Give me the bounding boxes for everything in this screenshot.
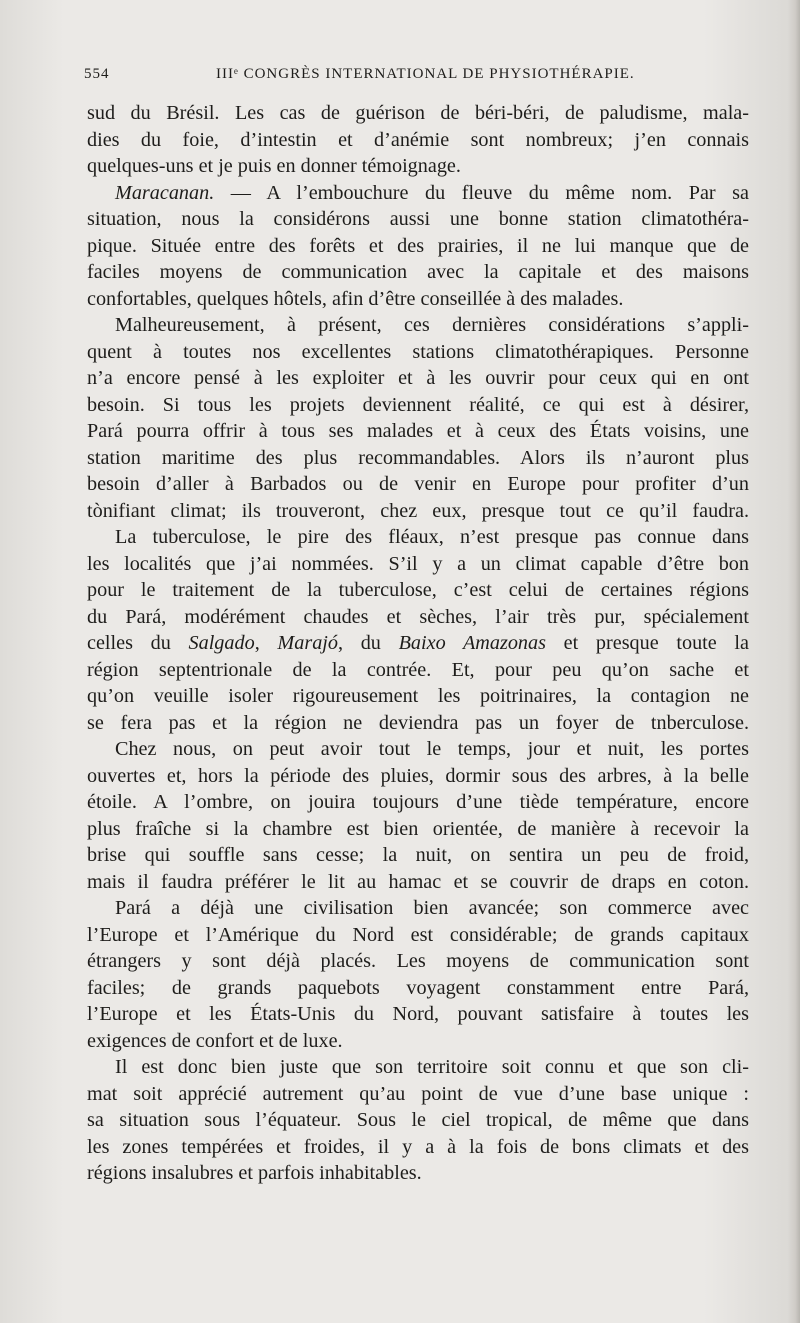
- place-name-salgado: Salgado: [188, 632, 255, 654]
- text-line: plus fraîche si la chambre est bien orientée, de manière à recevoir la: [87, 817, 749, 840]
- text-line: faciles moyens de communication avec la capitale et des maisons: [87, 261, 749, 283]
- text-line: ouvertes et, hors la période des pluies, dormir sous des arbres, à la belle: [87, 764, 749, 787]
- place-name-marajo: Marajó: [277, 632, 338, 654]
- text-line: étoile. A l’ombre, on jouira toujours d’une tiède température, encore: [87, 791, 749, 813]
- text-line: les zones tempérées et froides, il y a à la fois de bons climats et des: [87, 1135, 749, 1158]
- text-line: qu’on veuille isoler rigoureusement les poitrinaires, la contagion ne: [87, 685, 749, 707]
- text-line: quelques-uns et je puis en donner témoignage.: [87, 155, 461, 177]
- text-line: du Pará, modérément chaudes et sèches, l’air très pur, spécialement: [87, 605, 749, 628]
- running-header: [84, 66, 754, 90]
- text-line: celles du Salgado, Marajó, du Baixo Amazonas et presque toute la: [87, 632, 749, 654]
- text-line: Malheureusement, à présent, ces dernières considérations s’appli-: [115, 314, 749, 336]
- text-line: station maritime des plus recommandables. Alors ils n’auront plus: [87, 446, 749, 469]
- text-line: Pará a déjà une civilisation bien avancée; son commerce avec: [115, 897, 749, 919]
- text-line: La tuberculose, le pire des fléaux, n’est presque pas connue dans: [115, 526, 749, 548]
- place-name-baixo-amazonas: Baixo Amazonas: [398, 632, 546, 654]
- text-line: besoin d’aller à Barbados ou de venir en Europe pour profiter d’un: [87, 473, 749, 495]
- text-line: quent à toutes nos excellentes stations climatothérapiques. Personne: [87, 340, 749, 363]
- text-line: se fera pas et la région ne deviendra pas un foyer de tnberculose.: [87, 711, 749, 734]
- text-line: brise qui souffle sans cesse; la nuit, on sentira un peu de froid,: [87, 844, 749, 866]
- text-line: tònifiant climat; ils trouveront, chez eux, presque tout ce qu’il faudra.: [87, 499, 749, 522]
- body-text: [87, 100, 749, 1187]
- text-line: n’a encore pensé à les exploiter et à les ouvrir pour ceux qui en ont: [87, 367, 749, 389]
- text-line: les localités que j’ai nommées. S’il y a un climat capable d’être bon: [87, 552, 749, 575]
- text-line: Chez nous, on peut avoir tout le temps, jour et nuit, les portes: [115, 738, 749, 760]
- text-line: faciles; de grands paquebots voyagent constamment entre Pará,: [87, 976, 749, 999]
- text-line: sa situation sous l’équateur. Sous le ciel tropical, de même que dans: [87, 1109, 749, 1131]
- text-line: Maracanan. — A l’embouchure du fleuve du même nom. Par sa: [115, 181, 749, 204]
- text-line: situation, nous la considérons aussi une bonne station climatothéra-: [87, 208, 749, 230]
- text-line: Pará pourra offrir à tous ses malades et à ceux des États voisins, une: [87, 420, 749, 442]
- page-edge-shadow: [788, 0, 800, 1323]
- text-line: mat soit apprécié autrement qu’au point de vue d’une base unique :: [87, 1082, 749, 1105]
- text-line: Il est donc bien juste que son territoire soit connu et que son cli-: [115, 1056, 749, 1078]
- text-line: l’Europe et les États-Unis du Nord, pouvant satisfaire à toutes les: [87, 1003, 749, 1025]
- text-line: sud du Brésil. Les cas de guérison de béri-béri, de paludisme, mala-: [87, 102, 749, 124]
- text-line: besoin. Si tous les projets deviennent réalité, ce qui est à désirer,: [87, 393, 749, 416]
- running-title: IIIᵉ CONGRÈS INTERNATIONAL DE PHYSIOTHÉRAPIE.: [216, 66, 635, 82]
- text-line: pour le traitement de la tuberculose, c’est celui de certaines régions: [87, 579, 749, 601]
- text-line: l’Europe et l’Amérique du Nord est considérable; de grands capitaux: [87, 923, 749, 946]
- text-line: mais il faudra préférer le lit au hamac et se couvrir de draps en coton.: [87, 870, 749, 893]
- text-line: régions insalubres et parfois inhabitables.: [87, 1162, 422, 1184]
- text-line: étrangers y sont déjà placés. Les moyens de communication sont: [87, 950, 749, 972]
- text-line: pique. Située entre des forêts et des prairies, il ne lui manque que de: [87, 234, 749, 257]
- place-name-maracanan: Maracanan.: [115, 181, 215, 204]
- text-line: région septentrionale de la contrée. Et, pour peu qu’on sache et: [87, 658, 749, 681]
- text-line: confortables, quelques hôtels, afin d’être conseillée à des malades.: [87, 287, 624, 310]
- text-line: dies du foie, d’intestin et d’anémie sont nombreux; j’en connais: [87, 128, 749, 151]
- text-line: exigences de confort et de luxe.: [87, 1029, 343, 1052]
- page-number: 554: [84, 66, 110, 82]
